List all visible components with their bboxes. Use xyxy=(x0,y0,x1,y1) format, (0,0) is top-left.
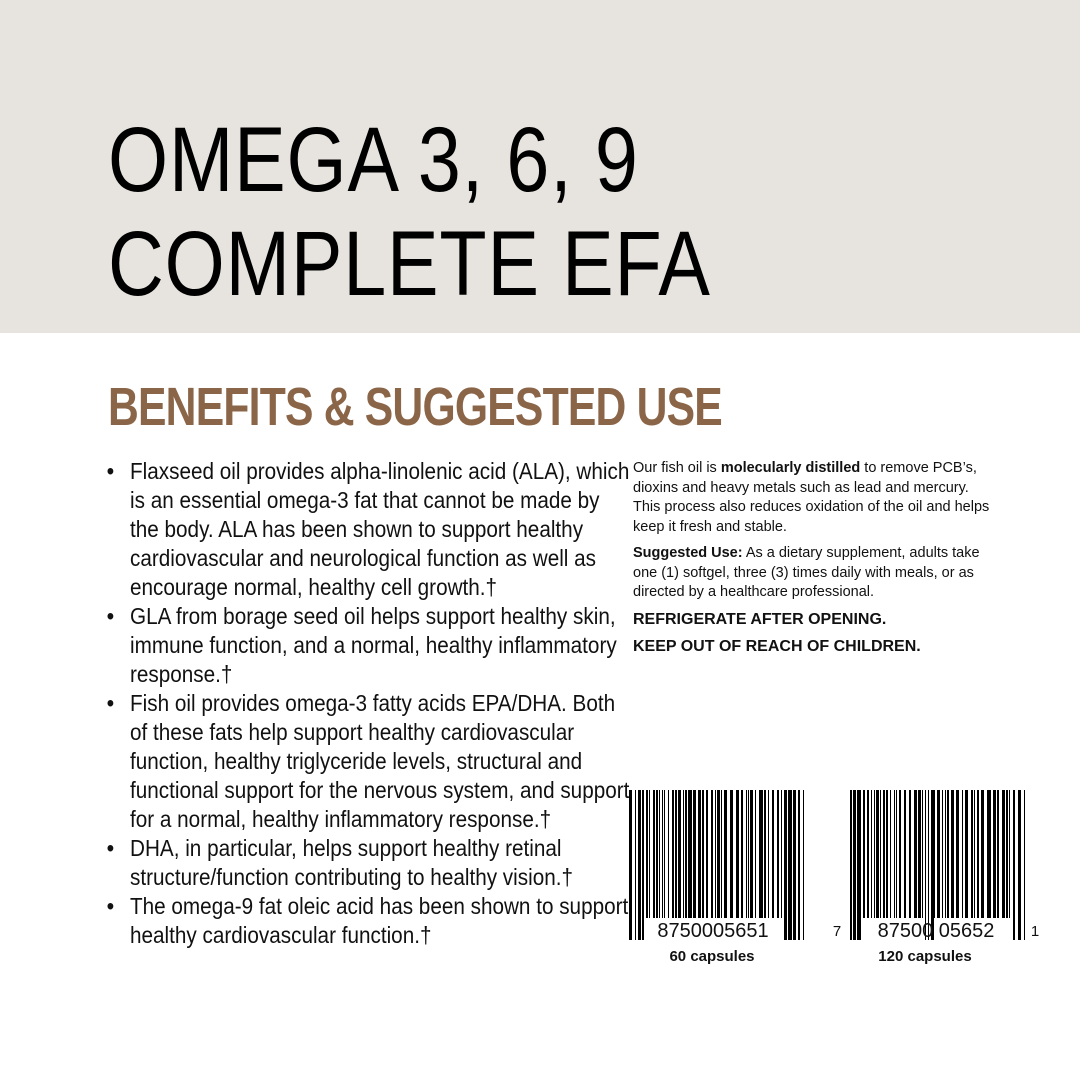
barcode-bar xyxy=(997,790,999,940)
barcode-120-caption: 120 capsules xyxy=(878,948,972,965)
barcode-60-capsules xyxy=(624,790,824,965)
barcode-bar xyxy=(724,790,727,940)
barcode-bar xyxy=(942,790,943,940)
barcode-bar xyxy=(750,790,753,940)
barcode-bar xyxy=(768,790,769,940)
usage-info xyxy=(633,459,993,664)
barcode-bar xyxy=(803,790,804,940)
benefit-item: • GLA from borage seed oil helps support healthy skin, immune function, and a normal, healthy inflammatory response.† xyxy=(130,602,630,689)
barcode-bar xyxy=(653,790,655,940)
barcode-bar xyxy=(711,790,713,940)
barcode-bar xyxy=(781,790,782,940)
children-warning: KEEP OUT OF REACH OF CHILDREN. xyxy=(633,637,921,655)
barcode-bar xyxy=(890,790,891,940)
barcode-bar xyxy=(931,790,935,940)
benefit-item: • The omega-9 fat oleic acid has been shown to support healthy cardiovascular function.† xyxy=(130,892,630,950)
title-line-2: COMPLETE EFA xyxy=(108,213,711,315)
barcode-bar xyxy=(981,790,984,940)
barcode-bar xyxy=(894,790,895,940)
barcode-120-lead-digit: 7 xyxy=(832,923,842,940)
barcode-bar xyxy=(672,790,674,940)
barcode-bar xyxy=(956,790,959,940)
barcode-bar xyxy=(883,790,885,940)
barcode-bar xyxy=(909,790,911,940)
suggested-use-label: Suggested Use: xyxy=(633,545,743,561)
barcode-bar xyxy=(706,790,708,940)
barcode-bar xyxy=(668,790,669,940)
barcode-bar xyxy=(874,790,875,940)
barcode-bar xyxy=(702,790,704,940)
barcode-bar xyxy=(880,790,881,940)
fish-oil-note-bold: molecularly distilled xyxy=(720,460,861,476)
barcode-bar xyxy=(928,790,929,940)
barcode-bar xyxy=(922,790,923,940)
refrigerate-warning: REFRIGERATE AFTER OPENING. xyxy=(633,610,887,628)
barcode-bar xyxy=(629,790,632,940)
benefit-item: • Flaxseed oil provides alpha-linolenic acid (ALA), which is an essential omega-3 fat that cannot be made by the body. ALA has been shown to support healthy cardiovascular and neurological function as well as encourage normal, healthy cell growth.† xyxy=(130,457,630,602)
barcode-bar xyxy=(1013,790,1015,940)
barcode-bar xyxy=(678,790,681,940)
barcode-bar xyxy=(977,790,979,940)
barcode-bar xyxy=(715,790,716,940)
fish-oil-note-suffix: to remove PCB’s, dioxins and heavy metals such as lead and mercury. This process also reduces oxidation of the oil and helps keep it fresh and stable. xyxy=(633,460,990,535)
title-line-1: OMEGA 3, 6, 9 xyxy=(108,109,639,211)
barcode-60-digits: 8750005651 xyxy=(657,920,769,942)
barcode-bar xyxy=(863,790,865,940)
barcode-bar xyxy=(896,790,897,940)
barcode-bar xyxy=(717,790,720,940)
barcode-bar xyxy=(914,790,917,940)
barcode-bar xyxy=(683,790,684,940)
benefit-item: • Fish oil provides omega-3 fatty acids EPA/DHA. Both of these fats help support healthy cardiovascular function, healthy triglyceride levels, structural and functional support for the nervous system, and support for a normal, healthy inflammatory response.† xyxy=(130,689,630,834)
benefit-item: • DHA, in particular, helps support healthy retinal structure/function contributing to healthy vision.† xyxy=(130,834,630,892)
fish-oil-note-prefix: Our fish oil is xyxy=(633,460,721,476)
barcode-bar xyxy=(659,790,660,940)
barcode-bar xyxy=(649,790,650,940)
barcode-bar xyxy=(937,790,940,940)
barcode-bar xyxy=(853,790,856,940)
barcode-bar xyxy=(656,790,658,940)
barcode-bar xyxy=(867,790,869,940)
barcode-bar xyxy=(664,790,665,940)
barcode-bar xyxy=(904,790,906,940)
barcode-bar xyxy=(947,790,949,940)
barcode-bar xyxy=(925,790,926,940)
barcode-bar xyxy=(871,790,872,940)
barcode-bar xyxy=(736,790,739,940)
barcode-bar xyxy=(987,790,991,940)
header-banner xyxy=(0,0,1080,333)
barcode-bar xyxy=(850,790,852,940)
barcode-bar xyxy=(857,790,861,940)
barcode-bar xyxy=(662,790,663,940)
barcode-120-digits: 87500 05652 xyxy=(877,920,995,942)
barcode-bar xyxy=(793,790,796,940)
barcode-120-image xyxy=(830,790,1045,945)
barcode-bar xyxy=(642,790,644,940)
barcode-bar xyxy=(746,790,747,940)
barcode-bar xyxy=(965,790,968,940)
barcode-bar xyxy=(638,790,641,940)
barcode-bar xyxy=(798,790,800,940)
suggested-use xyxy=(633,544,993,603)
barcode-bar xyxy=(698,790,701,940)
barcode-bar xyxy=(1024,790,1025,940)
benefits-list xyxy=(104,457,630,950)
barcode-120-check-digit: 1 xyxy=(1030,923,1040,940)
barcode-bar xyxy=(646,790,648,940)
barcode-bar xyxy=(971,790,973,940)
barcode-bar xyxy=(962,790,963,940)
barcode-bar xyxy=(693,790,696,940)
barcode-bar xyxy=(945,790,946,940)
barcode-bar xyxy=(721,790,722,940)
barcode-bar xyxy=(886,790,888,940)
barcode-bar xyxy=(899,790,901,940)
section-heading: BENEFITS & SUGGESTED USE xyxy=(108,377,722,437)
barcode-bar xyxy=(1002,790,1005,940)
barcode-bar xyxy=(772,790,774,940)
suggested-use-text: As a dietary supplement, adults take one (1) softgel, three (3) times daily with meals, or as directed by a healthcare professional. xyxy=(633,545,980,600)
barcode-bar xyxy=(748,790,749,940)
fish-oil-note xyxy=(633,459,993,537)
barcode-bar xyxy=(974,790,975,940)
barcode-bar xyxy=(755,790,756,940)
barcode-bar xyxy=(1018,790,1021,940)
product-title xyxy=(108,108,711,316)
barcode-bar xyxy=(635,790,636,940)
barcode-120-capsules xyxy=(830,790,1045,965)
barcode-bar xyxy=(685,790,687,940)
barcode-bar xyxy=(759,790,763,940)
barcode-bar xyxy=(741,790,743,940)
barcode-bar xyxy=(688,790,692,940)
barcode-bar xyxy=(788,790,792,940)
barcode-bar xyxy=(951,790,954,940)
barcode-bar xyxy=(876,790,879,940)
barcode-bar xyxy=(1006,790,1008,940)
barcode-bar xyxy=(918,790,921,940)
barcode-60-image xyxy=(624,790,824,945)
barcode-bar xyxy=(993,790,996,940)
barcode-bar xyxy=(784,790,787,940)
barcode-bar xyxy=(764,790,766,940)
barcode-bar xyxy=(1009,790,1010,940)
barcode-60-caption: 60 capsules xyxy=(669,948,755,965)
barcode-bar xyxy=(675,790,677,940)
barcode-bar xyxy=(730,790,733,940)
barcode-bar xyxy=(777,790,779,940)
